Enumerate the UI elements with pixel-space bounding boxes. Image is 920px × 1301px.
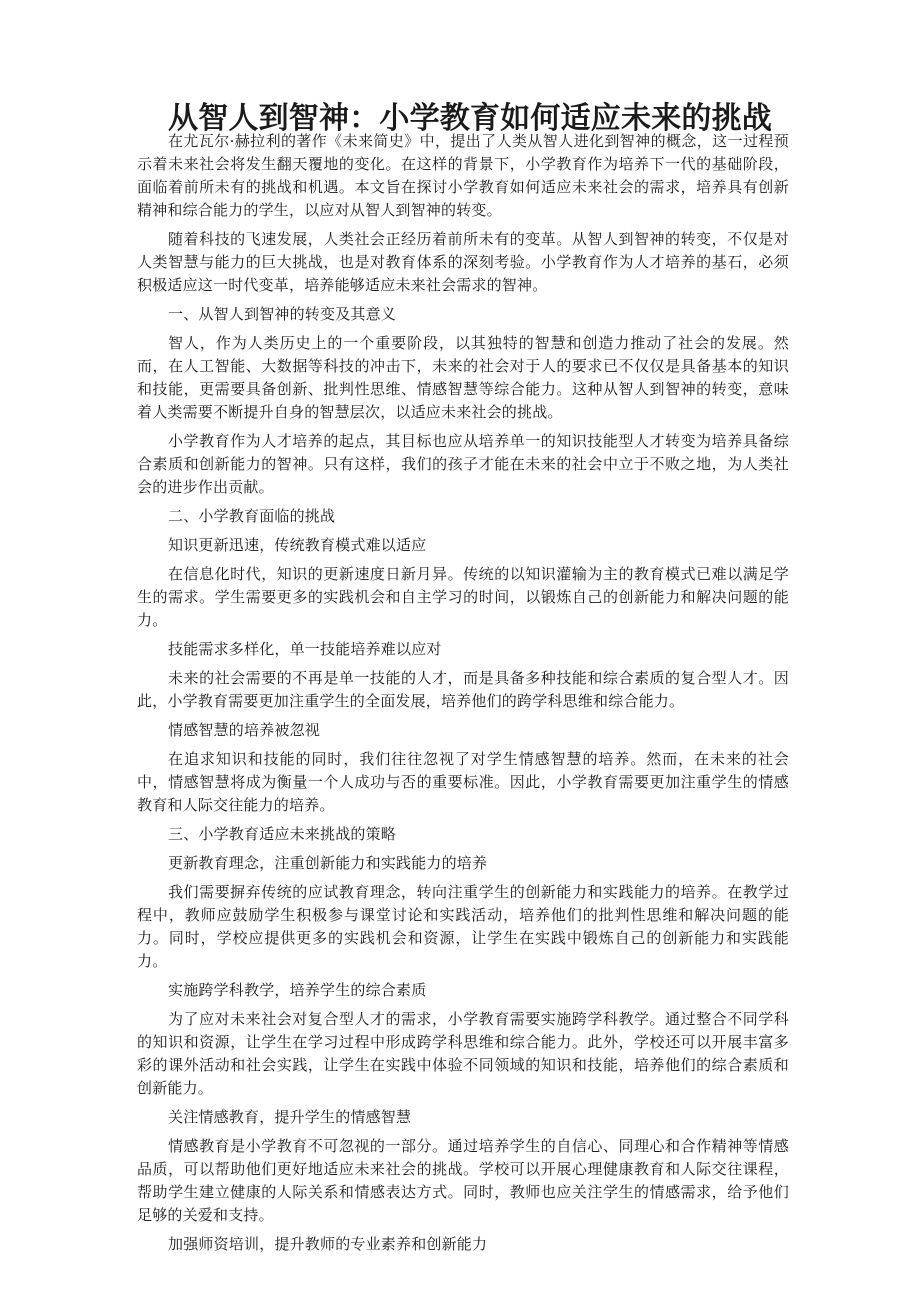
- paragraph-section1-1: 智人，作为人类历史上的一个重要阶段，以其独特的智慧和创造力推动了社会的发展。然而，在人工智能、大数据等科技的冲击下，未来的社会对于人的要求已不仅仅是具备基本的知识和技能，更需要具备创新、批判性思维、情感智慧等综合能力。这种从智人到智神的转变，意味着人类需要不断提升自身的智慧层次，以适应未来社会的挑战。: [137, 334, 789, 421]
- paragraph-intro-2: 随着科技的飞速发展，人类社会正经历着前所未有的变革。从智人到智神的转变，不仅是对人类智慧与能力的巨大挑战，也是对教育体系的深刻考验。小学教育作为人才培养的基石，必须积极适应这一时代变革，培养能够适应未来社会需求的智神。: [137, 230, 789, 294]
- paragraph-section3-2: 为了应对未来社会对复合型人才的需求，小学教育需要实施跨学科教学。通过整合不同学科的知识和资源，让学生在学习过程中形成跨学科思维和综合能力。此外，学校还可以开展丰富多彩的课外活动和社会实践，让学生在实践中体验不同领域的知识和技能，培养他们的综合素质和创新能力。: [137, 1010, 789, 1097]
- subheading-3-2: 实施跨学科教学，培养学生的综合素质: [168, 981, 427, 999]
- paragraph-section2-1: 在信息化时代，知识的更新速度日新月异。传统的以知识灌输为主的教育模式已难以满足学生的需求。学生需要更多的实践机会和自主学习的时间，以锻炼自己的创新能力和解决问题的能力。: [137, 565, 789, 629]
- paragraph-section2-3: 在追求知识和技能的同时，我们往往忽视了对学生情感智慧的培养。然而，在未来的社会中，情感智慧将成为衡量一个人成功与否的重要标准。因此，小学教育需要更加注重学生的情感教育和人际交往能力的培养。: [137, 750, 789, 814]
- section-heading-1: 一、从智人到智神的转变及其意义: [168, 305, 397, 323]
- paragraph-section1-2: 小学教育作为人才培养的起点，其目标也应从培养单一的知识技能型人才转变为培养具备综合素质和创新能力的智神。只有这样，我们的孩子才能在未来的社会中立于不败之地，为人类社会的进步作出贡献。: [137, 432, 789, 496]
- subheading-2-2: 技能需求多样化，单一技能培养难以应对: [168, 640, 442, 658]
- paragraph-intro-1: 在尤瓦尔·赫拉利的著作《未来简史》中，提出了人类从智人进化到智神的概念，这一过程预示着未来社会将发生翻天覆地的变化。在这样的背景下，小学教育作为培养下一代的基础阶段，面临着前所未有的挑战和机遇。本文旨在探讨小学教育如何适应未来社会的需求，培养具有创新精神和综合能力的学生，以应对从智人到智神的转变。: [137, 132, 789, 219]
- subheading-3-1: 更新教育理念，注重创新能力和实践能力的培养: [168, 854, 488, 872]
- paragraph-section2-2: 未来的社会需要的不再是单一技能的人才，而是具备多种技能和综合素质的复合型人才。因此，小学教育需要更加注重学生的全面发展，培养他们的跨学科思维和综合能力。: [137, 669, 789, 710]
- paragraph-section3-3: 情感教育是小学教育不可忽视的一部分。通过培养学生的自信心、同理心和合作精神等情感品质，可以帮助他们更好地适应未来社会的挑战。学校可以开展心理健康教育和人际交往课程，帮助学生建立健康的人际关系和情感表达方式。同时，教师也应关注学生的情感需求，给予他们足够的关爱和支持。: [137, 1137, 789, 1224]
- document-page: [137, 101, 789, 1256]
- section-heading-2: 二、小学教育面临的挑战: [168, 507, 336, 525]
- subheading-2-1: 知识更新迅速，传统教育模式难以适应: [168, 536, 427, 554]
- section-heading-3: 三、小学教育适应未来挑战的策略: [168, 825, 397, 843]
- subheading-2-3: 情感智慧的培养被忽视: [168, 721, 321, 739]
- subheading-3-3: 关注情感教育，提升学生的情感智慧: [168, 1108, 412, 1126]
- document-title: 从智人到智神：小学教育如何适应未来的挑战: [168, 101, 772, 136]
- paragraph-section3-1: 我们需要摒弃传统的应试教育理念，转向注重学生的创新能力和实践能力的培养。在教学过程中，教师应鼓励学生积极参与课堂讨论和实践活动，培养他们的批判性思维和解决问题的能力。同时，学校应提供更多的实践机会和资源，让学生在实践中锻炼自己的创新能力和实践能力。: [137, 883, 789, 970]
- subheading-3-4: 加强师资培训，提升教师的专业素养和创新能力: [168, 1235, 488, 1253]
